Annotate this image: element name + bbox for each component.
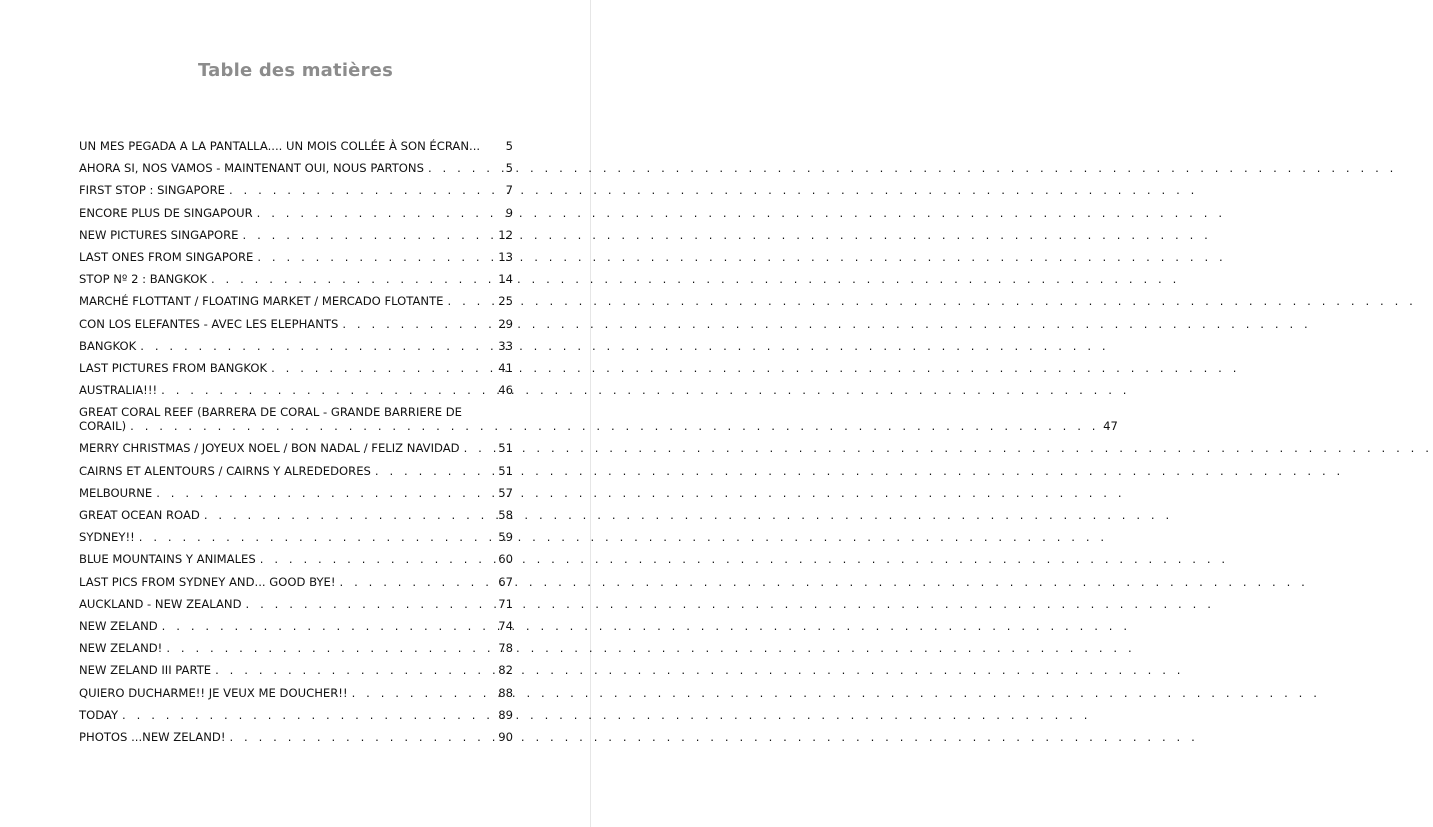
toc-entry-continuation (79, 419, 1118, 434)
toc-entry-title: AUCKLAND - NEW ZEALAND (79, 596, 242, 611)
toc-page-number: 5 (505, 139, 513, 153)
toc-entry[interactable] (79, 228, 513, 242)
dot-leader (342, 317, 494, 331)
toc-page-number: 46 (498, 383, 513, 398)
page-edge (590, 0, 591, 827)
toc-page-number: 51 (498, 441, 513, 456)
toc-entry[interactable] (79, 317, 513, 331)
toc-page-number: 58 (498, 508, 513, 522)
toc-entry-title: STOP Nº 2 : BANGKOK (79, 272, 207, 287)
dot-leader (139, 530, 494, 544)
dot-leader (340, 575, 495, 589)
toc-entry[interactable] (79, 508, 513, 522)
toc-entry-title: MARCHÉ FLOTTANT / FLOATING MARKET / MERCADO FLOTANTE (79, 294, 444, 309)
toc-entry[interactable] (79, 206, 513, 220)
toc-page-number: 57 (498, 485, 513, 500)
toc-entry-title: NEW ZELAND (79, 618, 158, 633)
dot-leader (375, 464, 494, 478)
toc-entry[interactable] (79, 441, 513, 455)
toc-entry-title: CAIRNS ET ALENTOURS / CAIRNS Y ALREDEDORES (79, 463, 371, 478)
toc-entry[interactable] (79, 464, 513, 478)
dot-leader (166, 641, 494, 655)
toc-entry-title: FIRST STOP : SINGAPORE (79, 183, 225, 198)
toc-entry-title: LAST ONES FROM SINGAPORE (79, 249, 254, 264)
toc-entry[interactable] (79, 530, 513, 544)
dot-leader (257, 250, 494, 264)
dot-leader (352, 686, 495, 700)
toc-page-number: 51 (498, 463, 513, 478)
dot-leader (448, 294, 495, 308)
dot-leader (271, 361, 494, 375)
toc-page-number: 59 (498, 530, 513, 545)
toc-page-number: 47 (1103, 419, 1118, 434)
dot-leader (140, 339, 494, 353)
toc-page-number: 7 (505, 183, 513, 198)
toc-entry[interactable] (79, 161, 513, 175)
toc-entry-title-continued: CORAIL) (79, 419, 127, 434)
dot-leader (229, 730, 494, 744)
toc-entry-title: ENCORE PLUS DE SINGAPOUR (79, 205, 253, 220)
dot-leader (204, 508, 494, 522)
toc-entry[interactable] (79, 383, 513, 397)
toc-entry-title: CON LOS ELEFANTES - AVEC LES ELEPHANTS (79, 316, 339, 331)
toc-list (79, 139, 1118, 752)
dot-leader (130, 419, 1099, 433)
toc-page-number: 89 (498, 707, 513, 722)
toc-entry-title: LAST PICTURES FROM BANGKOK (79, 360, 268, 375)
toc-entry-title: QUIERO DUCHARME!! JE VEUX ME DOUCHER!! (79, 685, 348, 700)
toc-page-number: 14 (498, 272, 513, 287)
toc-entry-title: TODAY (79, 707, 119, 722)
toc-entry-title: BANGKOK (79, 338, 137, 353)
toc-page-number: 74 (498, 618, 513, 633)
dot-leader (162, 619, 495, 633)
toc-entry[interactable] (79, 405, 1118, 434)
toc-page-number: 90 (498, 729, 513, 744)
toc-page-number: 78 (498, 641, 513, 656)
toc-page-number: 12 (498, 227, 513, 242)
dot-leader (122, 708, 494, 722)
toc-entry[interactable] (79, 139, 513, 153)
toc-page-number: 25 (498, 294, 513, 309)
toc-entry[interactable] (79, 619, 513, 633)
toc-entry-title: NEW PICTURES SINGAPORE (79, 227, 239, 242)
dot-leader (161, 383, 494, 397)
dot-leader (257, 206, 502, 220)
dot-leader (215, 663, 494, 677)
toc-entry-title: GREAT OCEAN ROAD (79, 508, 200, 522)
toc-page-number: 29 (498, 316, 513, 331)
toc-entry[interactable] (79, 552, 513, 566)
toc-page-number: 41 (498, 360, 513, 375)
toc-entry[interactable] (79, 575, 513, 589)
toc-entry-title: MELBOURNE (79, 485, 153, 500)
toc-page-number: 60 (498, 552, 513, 567)
dot-leader (260, 552, 494, 566)
toc-entry-title: AUSTRALIA!!! (79, 383, 158, 398)
toc-entry[interactable] (79, 361, 513, 375)
toc-entry[interactable] (79, 250, 513, 264)
toc-entry[interactable] (79, 339, 513, 353)
toc-entry[interactable] (79, 686, 513, 700)
dot-leader (246, 597, 495, 611)
toc-entry[interactable] (79, 486, 513, 500)
toc-entry[interactable] (79, 183, 513, 197)
toc-page-number: 33 (498, 338, 513, 353)
toc-entry-title: NEW ZELAND III PARTE (79, 663, 212, 678)
dot-leader (211, 272, 494, 286)
toc-page-number: 13 (498, 249, 513, 264)
toc-entry-title: UN MES PEGADA A LA PANTALLA.... UN MOIS COLLÉE À SON ÉCRAN... (79, 139, 481, 153)
toc-entry-title: GREAT CORAL REEF (BARRERA DE CORAL - GRANDE BARRIERE DE (79, 405, 463, 420)
toc-entry-title: BLUE MOUNTAINS Y ANIMALES (79, 552, 256, 567)
page-title: Table des matières (198, 60, 393, 81)
toc-entry-title: MERRY CHRISTMAS / JOYEUX NOEL / BON NADAL / FELIZ NAVIDAD (79, 441, 460, 456)
dot-leader (156, 486, 494, 500)
toc-entry[interactable] (79, 730, 513, 744)
toc-entry[interactable] (79, 641, 513, 655)
toc-entry[interactable] (79, 708, 513, 722)
dot-leader (243, 228, 495, 242)
toc-page-number: 67 (498, 574, 513, 589)
toc-entry[interactable] (79, 272, 513, 286)
toc-entry-title: PHOTOS ...NEW ZELAND! (79, 729, 226, 744)
toc-entry-title: AHORA SI, NOS VAMOS - MAINTENANT OUI, NOUS PARTONS (79, 161, 424, 176)
toc-entry[interactable] (79, 663, 513, 677)
toc-entry[interactable] (79, 294, 513, 308)
toc-page-number: 71 (498, 596, 513, 611)
dot-leader (464, 441, 495, 455)
toc-page-number: 9 (505, 205, 513, 220)
toc-entry-title: NEW ZELAND! (79, 641, 163, 656)
toc-entry-title: SYDNEY!! (79, 530, 135, 545)
dot-leader (229, 183, 502, 197)
toc-page-number: 5 (505, 161, 513, 176)
dot-leader (428, 161, 502, 175)
toc-page-number: 82 (498, 663, 513, 678)
toc-entry[interactable] (79, 597, 513, 611)
toc-entry-title: LAST PICS FROM SYDNEY AND... GOOD BYE! (79, 574, 336, 589)
toc-page-number: 88 (498, 685, 513, 700)
